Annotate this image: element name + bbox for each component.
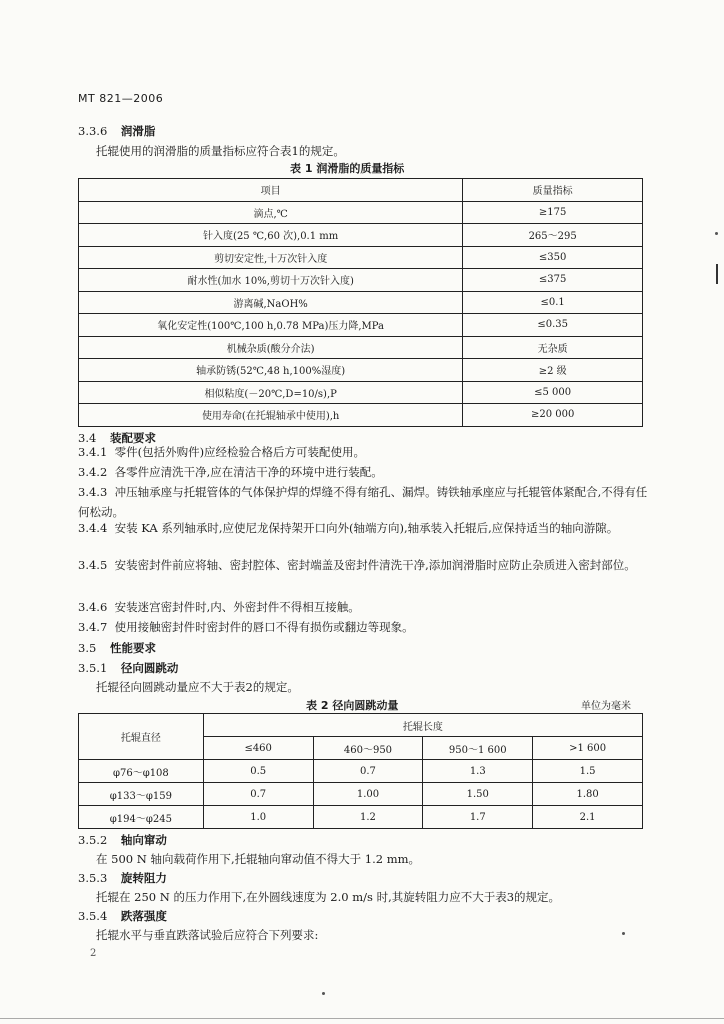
header-cell: 质量指标: [463, 179, 643, 202]
value-cell: 1.80: [533, 783, 643, 806]
clause-3-4-7: [78, 617, 648, 637]
value-cell: 1.5: [533, 760, 643, 783]
section-number: 3.5: [78, 641, 97, 655]
value-cell: 1.0: [203, 806, 313, 829]
value-cell: 2.1: [533, 806, 643, 829]
clause-number: 3.4.1: [78, 445, 108, 459]
value-cell: ≤0.35: [463, 314, 643, 337]
clause-3-4-4: [78, 518, 648, 538]
value-cell: 1.00: [313, 783, 423, 806]
scan-speck: [715, 232, 718, 235]
section-number: 3.5.4: [78, 909, 108, 923]
clause-3-4-5: [78, 555, 648, 575]
document-code: MT 821—2006: [78, 92, 164, 105]
section-3-5-1-heading: [78, 660, 178, 676]
clause-text: 各零件应清洗干净,应在清洁干净的环境中进行装配。: [114, 465, 383, 479]
table-row: [79, 404, 643, 427]
header-cell: 托辊长度: [203, 714, 642, 737]
item-cell: 轴承防锈(52℃,48 h,100%湿度): [79, 359, 463, 382]
clause-text: 安装迷宫密封件时,内、外密封件不得相互接触。: [114, 600, 360, 614]
clause-number: 3.4.5: [78, 558, 108, 572]
section-3-5-2-text: 在 500 N 轴向载荷作用下,托辊轴向窜动值不得大于 1.2 mm。: [96, 852, 421, 866]
table-row: [79, 381, 643, 404]
section-3-5-3-text: 托辊在 250 N 的压力作用下,在外圆线速度为 2.0 m/s 时,其旋转阻力应不大于表3的规定。: [96, 890, 561, 904]
table-row: [79, 201, 643, 224]
section-3-3-6-heading: [78, 123, 155, 139]
clause-text: 零件(包括外购件)应经检验合格后方可装配使用。: [114, 445, 366, 459]
clause-3-4-6: [78, 597, 648, 617]
section-number: 3.5.3: [78, 871, 108, 885]
clause-3-4-2: [78, 462, 648, 482]
section-3-5-heading: [78, 640, 156, 656]
value-cell: 无杂质: [463, 336, 643, 359]
clause-number: 3.4.4: [78, 521, 108, 535]
table-row: [79, 269, 643, 292]
item-cell: 氧化安定性(100℃,100 h,0.78 MPa)压力降,MPa: [79, 314, 463, 337]
clause-text: 使用接触密封件时密封件的唇口不得有损伤或翻边等现象。: [114, 620, 414, 634]
header-cell: 托辊直径: [79, 714, 204, 760]
table2-caption: 表 2 径向圆跳动量: [306, 699, 399, 712]
item-cell: 滴点,℃: [79, 201, 463, 224]
header-cell: 460～950: [313, 737, 423, 760]
value-cell: 1.2: [313, 806, 423, 829]
value-cell: 1.7: [423, 806, 533, 829]
clause-text: 安装 KA 系列轴承时,应使尼龙保持架开口向外(轴端方向),轴承装入托辊后,应保持适当的轴向游隙。: [114, 521, 619, 535]
clause-number: 3.4.6: [78, 600, 108, 614]
section-title: 旋转阻力: [120, 871, 167, 885]
clause-text: 冲压轴承座与托辊管体的气体保护焊的焊缝不得有缩孔、漏焊。铸铁轴承座应与托辊管体紧配合,不得有任何松动。: [78, 485, 648, 519]
section-title: 性能要求: [109, 641, 156, 655]
diameter-cell: φ133～φ159: [79, 783, 204, 806]
section-3-5-3-heading: [78, 870, 167, 886]
section-number: 3.3.6: [78, 124, 108, 138]
scan-speck: [322, 992, 325, 995]
section-number: 3.4: [78, 431, 97, 445]
header-cell: ≤460: [203, 737, 313, 760]
value-cell: ≤0.1: [463, 291, 643, 314]
value-cell: ≥175: [463, 201, 643, 224]
table2-unit: 单位为毫米: [581, 701, 631, 712]
item-cell: 相似粘度(－20℃,D=10/s),P: [79, 381, 463, 404]
value-cell: 1.3: [423, 760, 533, 783]
section-title: 径向圆跳动: [120, 661, 179, 675]
clause-text: 安装密封件前应将轴、密封腔体、密封端盖及密封件清洗干净,添加润滑脂时应防止杂质进入密封部位。: [114, 558, 636, 572]
table-row: [79, 806, 643, 829]
diameter-cell: φ194～φ245: [79, 806, 204, 829]
table-row: [79, 783, 643, 806]
item-cell: 针入度(25 ℃,60 次),0.1 mm: [79, 224, 463, 247]
page-number: 2: [90, 948, 97, 959]
item-cell: 耐水性(加水 10%,剪切十万次针入度): [79, 269, 463, 292]
value-cell: 0.7: [203, 783, 313, 806]
table-row: [79, 224, 643, 247]
header-cell: >1 600: [533, 737, 643, 760]
scan-bottom-edge: [0, 1018, 724, 1019]
item-cell: 剪切安定性,十万次针入度: [79, 246, 463, 269]
section-number: 3.5.2: [78, 833, 108, 847]
value-cell: ≤5 000: [463, 381, 643, 404]
item-cell: 游离碱,NaOH%: [79, 291, 463, 314]
table-row: [79, 314, 643, 337]
value-cell: ≥2 级: [463, 359, 643, 382]
section-title: 装配要求: [109, 431, 156, 445]
value-cell: 0.5: [203, 760, 313, 783]
table-row: [79, 246, 643, 269]
item-cell: 使用寿命(在托辊轴承中使用),h: [79, 404, 463, 427]
section-title: 润滑脂: [120, 124, 156, 138]
clause-3-4-3: [78, 482, 648, 522]
item-cell: 机械杂质(酸分介法): [79, 336, 463, 359]
clause-number: 3.4.7: [78, 620, 108, 634]
value-cell: 1.50: [423, 783, 533, 806]
value-cell: ≥20 000: [463, 404, 643, 427]
section-3-5-1-text: 托辊径向圆跳动量应不大于表2的规定。: [96, 680, 299, 694]
section-3-5-4-text: 托辊水平与垂直跌落试验后应符合下列要求:: [96, 928, 319, 942]
value-cell: 265～295: [463, 224, 643, 247]
table-row: [79, 359, 643, 382]
value-cell: 0.7: [313, 760, 423, 783]
section-title: 轴向窜动: [120, 833, 167, 847]
table-row: [79, 760, 643, 783]
clause-number: 3.4.3: [78, 485, 108, 499]
table1-grease-quality: [78, 178, 643, 427]
table-row: [79, 291, 643, 314]
table-header-row: [79, 714, 643, 737]
scan-speck: [622, 932, 625, 935]
table2-radial-runout: [78, 713, 643, 829]
header-cell: 950～1 600: [423, 737, 533, 760]
value-cell: ≤350: [463, 246, 643, 269]
value-cell: ≤375: [463, 269, 643, 292]
section-3-5-4-heading: [78, 908, 167, 924]
clause-number: 3.4.2: [78, 465, 108, 479]
diameter-cell: φ76～φ108: [79, 760, 204, 783]
section-3-3-6-text: 托辊使用的润滑脂的质量指标应符合表1的规定。: [96, 144, 345, 158]
header-cell: 项目: [79, 179, 463, 202]
section-title: 跌落强度: [120, 909, 167, 923]
clause-3-4-1: [78, 442, 648, 462]
section-number: 3.5.1: [78, 661, 108, 675]
scan-edge-mark: [716, 264, 718, 284]
table-header-row: [79, 179, 643, 202]
table1-caption: 表 1 润滑脂的质量指标: [290, 162, 405, 175]
section-3-5-2-heading: [78, 832, 167, 848]
table-row: [79, 336, 643, 359]
